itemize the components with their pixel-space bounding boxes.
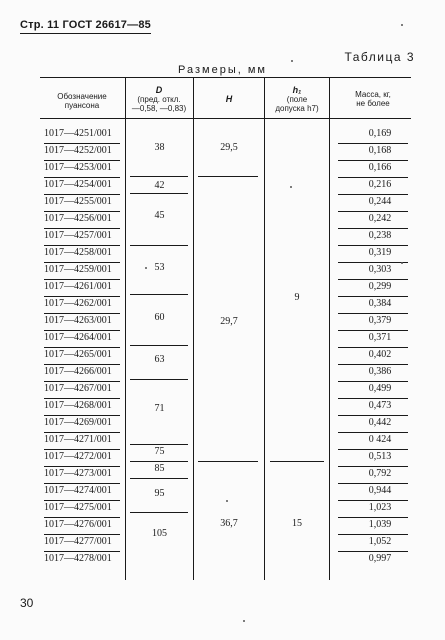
row-divider (44, 551, 120, 552)
row-mass: 0 424 (368, 434, 392, 445)
d-value: 75 (154, 446, 165, 457)
table-number: Таблица 3 (344, 50, 415, 64)
scan-speck (290, 186, 292, 188)
d-group-divider (130, 512, 188, 513)
row-designation: 1017—4255/001 (44, 196, 112, 207)
row-divider (338, 381, 408, 382)
row-divider (44, 245, 120, 246)
row-mass: 0,473 (368, 400, 392, 411)
row-designation: 1017—4259/001 (44, 264, 112, 275)
row-mass: 0,244 (368, 196, 392, 207)
d-value: 45 (154, 210, 165, 221)
row-designation: 1017—4254/001 (44, 179, 112, 190)
row-divider (44, 228, 120, 229)
d-value: 38 (154, 142, 165, 153)
d-group-divider (130, 245, 188, 246)
d-value: 60 (154, 312, 165, 323)
row-divider (338, 228, 408, 229)
column-header-h1: h₁ (поле допуска h7) (275, 85, 319, 113)
scan-speck (243, 620, 245, 622)
row-divider (44, 347, 120, 348)
row-divider (338, 534, 408, 535)
d-value: 63 (154, 354, 165, 365)
row-mass: 1,039 (368, 519, 392, 530)
row-mass: 0,379 (368, 315, 392, 326)
d-value: 95 (154, 488, 165, 499)
scan-speck (401, 262, 403, 264)
page-header: Стр. 11 ГОСТ 26617—85 (20, 19, 151, 34)
d-value: 105 (152, 528, 167, 539)
row-designation: 1017—4278/001 (44, 553, 112, 564)
row-mass: 0,216 (368, 179, 392, 190)
row-divider (44, 500, 120, 501)
row-divider (44, 143, 120, 144)
row-divider (44, 534, 120, 535)
column-header-mass: Масса, кг, не более (355, 90, 391, 108)
d-group-divider (130, 193, 188, 194)
row-mass: 0,442 (368, 417, 392, 428)
row-designation: 1017—4257/001 (44, 230, 112, 241)
d-value: 53 (154, 262, 165, 273)
row-divider (338, 143, 408, 144)
column-header-D: D (пред. откл. —0,58, —0,83) (131, 85, 187, 113)
row-designation: 1017—4264/001 (44, 332, 112, 343)
scan-speck (401, 24, 403, 26)
column-divider (125, 77, 126, 580)
h1-value: 15 (292, 518, 302, 529)
h1-group-divider (270, 461, 324, 462)
row-designation: 1017—4269/001 (44, 417, 112, 428)
h1-value: 9 (294, 292, 300, 303)
row-divider (338, 262, 408, 263)
header-bottom-border (40, 118, 411, 119)
row-divider (338, 347, 408, 348)
row-designation: 1017—4251/001 (44, 128, 112, 139)
row-divider (338, 160, 408, 161)
row-divider (338, 483, 408, 484)
h-group-divider (198, 176, 258, 177)
row-designation: 1017—4253/001 (44, 162, 112, 173)
row-mass: 0,371 (368, 332, 392, 343)
row-divider (44, 415, 120, 416)
row-divider (338, 449, 408, 450)
row-mass: 0,168 (368, 145, 392, 156)
column-header-H: H (225, 94, 233, 104)
scan-speck (145, 267, 147, 269)
row-divider (44, 177, 120, 178)
row-designation: 1017—4272/001 (44, 451, 112, 462)
h-value: 29,5 (220, 142, 238, 153)
d-group-divider (130, 444, 188, 445)
row-mass: 0,242 (368, 213, 392, 224)
d-group-divider (130, 294, 188, 295)
row-divider (44, 313, 120, 314)
row-designation: 1017—4268/001 (44, 400, 112, 411)
row-designation: 1017—4258/001 (44, 247, 112, 258)
row-designation: 1017—4274/001 (44, 485, 112, 496)
d-group-divider (130, 176, 188, 177)
row-divider (44, 381, 120, 382)
row-mass: 0,319 (368, 247, 392, 258)
d-group-divider (130, 379, 188, 380)
d-value: 71 (154, 403, 165, 414)
row-mass: 0,384 (368, 298, 392, 309)
row-designation: 1017—4261/001 (44, 281, 112, 292)
row-mass: 0,792 (368, 468, 392, 479)
row-divider (338, 296, 408, 297)
d-group-divider (130, 478, 188, 479)
row-designation: 1017—4275/001 (44, 502, 112, 513)
row-designation: 1017—4262/001 (44, 298, 112, 309)
row-divider (338, 517, 408, 518)
d-group-divider (130, 345, 188, 346)
d-group-divider (130, 461, 188, 462)
row-divider (338, 364, 408, 365)
row-divider (338, 177, 408, 178)
row-divider (44, 160, 120, 161)
row-designation: 1017—4271/001 (44, 434, 112, 445)
row-divider (44, 296, 120, 297)
row-designation: 1017—4265/001 (44, 349, 112, 360)
row-divider (338, 245, 408, 246)
row-divider (338, 432, 408, 433)
row-divider (338, 415, 408, 416)
row-designation: 1017—4273/001 (44, 468, 112, 479)
row-divider (338, 330, 408, 331)
row-divider (338, 500, 408, 501)
row-designation: 1017—4256/001 (44, 213, 112, 224)
row-mass: 0,386 (368, 366, 392, 377)
row-designation: 1017—4277/001 (44, 536, 112, 547)
scan-speck (291, 60, 293, 62)
column-divider (193, 77, 194, 580)
h-value: 36,7 (220, 518, 238, 529)
row-divider (338, 194, 408, 195)
row-mass: 0,303 (368, 264, 392, 275)
row-divider (44, 432, 120, 433)
row-divider (44, 466, 120, 467)
row-divider (44, 262, 120, 263)
row-mass: 1,023 (368, 502, 392, 513)
row-divider (44, 211, 120, 212)
row-divider (44, 398, 120, 399)
scan-speck (226, 500, 228, 502)
row-divider (44, 194, 120, 195)
d-value: 42 (154, 180, 165, 191)
row-divider (338, 313, 408, 314)
row-mass: 0,499 (368, 383, 392, 394)
table-title: Размеры, мм (178, 64, 267, 76)
row-divider (338, 551, 408, 552)
row-mass: 0,402 (368, 349, 392, 360)
row-mass: 0,166 (368, 162, 392, 173)
h-group-divider (198, 461, 258, 462)
row-mass: 0,997 (368, 553, 392, 564)
row-divider (44, 364, 120, 365)
row-mass: 0,944 (368, 485, 392, 496)
row-designation: 1017—4267/001 (44, 383, 112, 394)
row-divider (338, 398, 408, 399)
column-divider (329, 77, 330, 580)
row-mass: 1,052 (368, 536, 392, 547)
row-divider (44, 517, 120, 518)
d-value: 85 (154, 463, 165, 474)
row-mass: 0,169 (368, 128, 392, 139)
row-mass: 0,238 (368, 230, 392, 241)
row-divider (338, 279, 408, 280)
page-number: 30 (20, 596, 34, 610)
row-divider (44, 449, 120, 450)
row-designation: 1017—4263/001 (44, 315, 112, 326)
row-designation: 1017—4266/001 (44, 366, 112, 377)
row-divider (338, 466, 408, 467)
column-divider (264, 77, 265, 580)
table-top-border (40, 77, 411, 78)
h-value: 29,7 (220, 316, 238, 327)
column-header-designation: Обозначение пуансона (57, 92, 107, 110)
row-divider (44, 279, 120, 280)
row-designation: 1017—4276/001 (44, 519, 112, 530)
row-divider (44, 330, 120, 331)
row-divider (44, 483, 120, 484)
row-mass: 0,513 (368, 451, 392, 462)
row-mass: 0,299 (368, 281, 392, 292)
row-designation: 1017—4252/001 (44, 145, 112, 156)
row-divider (338, 211, 408, 212)
